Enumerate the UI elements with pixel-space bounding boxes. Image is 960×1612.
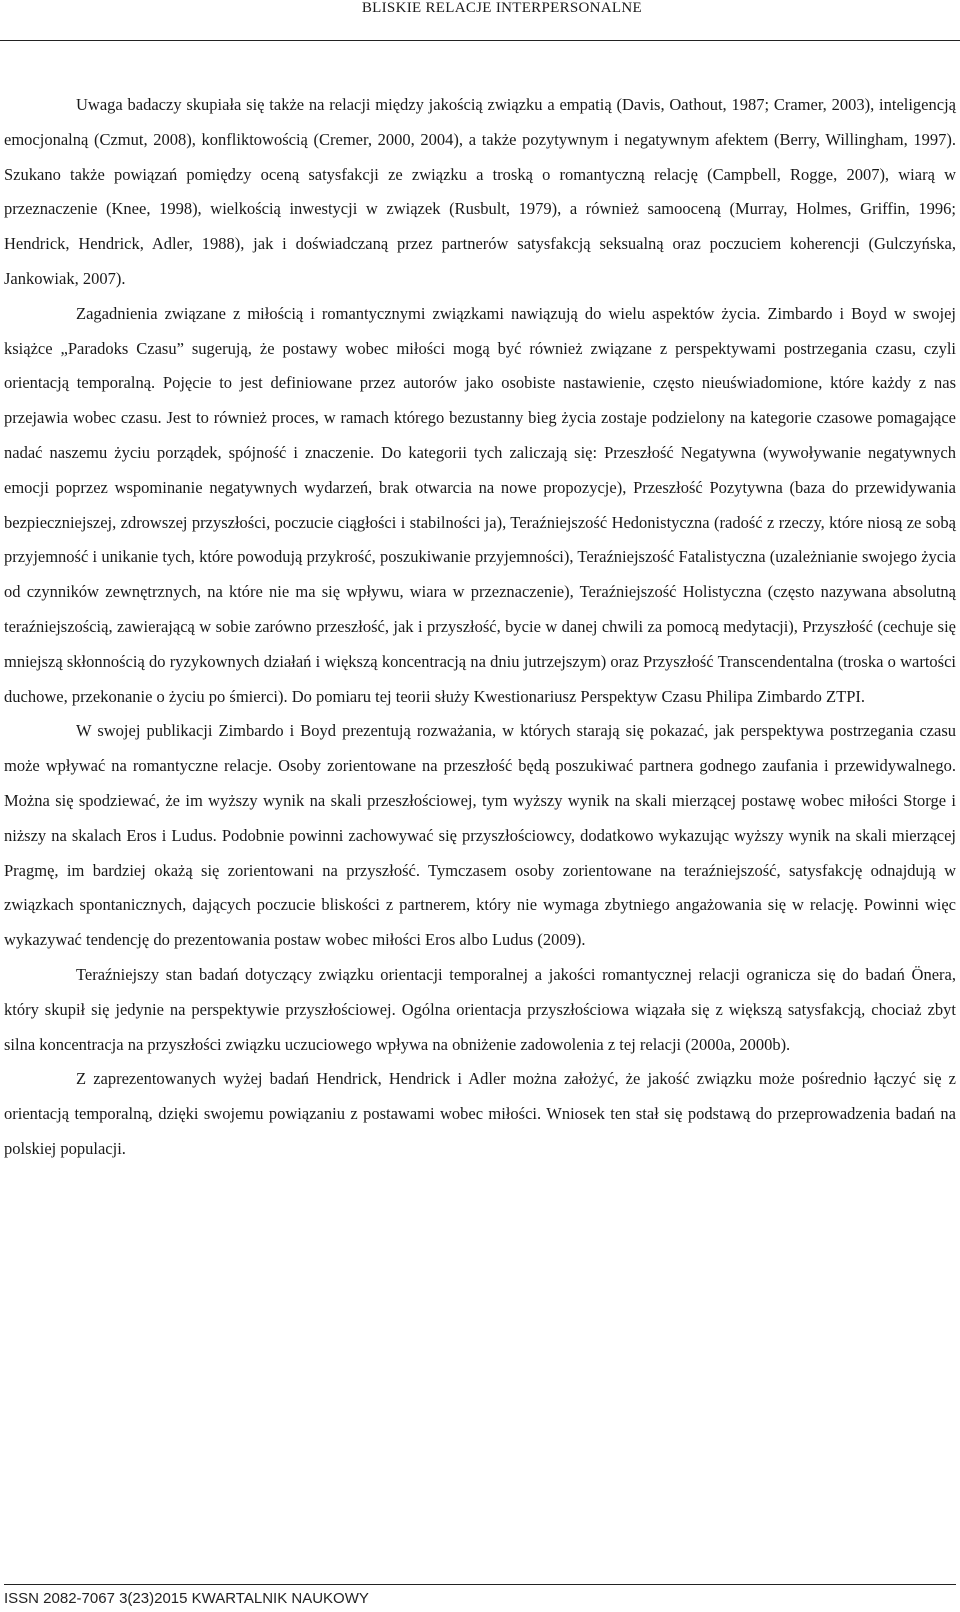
paragraph-current-research: Teraźniejszy stan badań dotyczący związku orientacji temporalnej a jakości romantycznej relacji ogranicza się do badań Önera, który skupił się jedynie na perspektywie przyszłościowej. Ogólna orientacja przyszłościowa wiązała się z większą satysfakcją, chociaż zbyt silna koncentracja na przyszłości związku uczuciowego wpływa na obniżenie zadowolenia z tej relacji (2000a, 2000b). (4, 964, 956, 1054)
paragraph-time-perspectives: Zagadnienia związane z miłością i romantycznymi związkami nawiązują do wielu aspektów życia. Zimbardo i Boyd w swojej książce „Paradoks Czasu” sugerują, że postawy wobec miłości mogą być również związane z perspektywami postrzegania czasu, czyli orientacją temporalną. Pojęcie to jest definiowane przez autorów jako osobiste nastawienie, często nieuświadomione, które każdy z nas przejawia wobec czasu. Jest to również proces, w ramach którego bezustanny bieg życia zostaje podzielony na kategorie czasowe pomagające nadać naszemu życiu porządek, spójność i znaczenie. Do kategorii tych zaliczają się: Przeszłość Negatywna (wywoływanie negatywnych emocji poprzez wspominanie negatywnych wydarzeń, brak otwarcia na nowe propozycje), Przeszłość Pozytywna (baza do przewidywania bezpieczniejszej, zdrowszej przyszłości, poczucie ciągłości i stabilności ja), Teraźniejszość Hedonistyczna (radość z rzeczy, które niosą ze sobą przyjemność i unikanie tych, które powodują przykrość, poszukiwanie przyjemności), Teraźniejszość Fatalistyczna (uzależnianie swojego życia od czynników zewnętrznych, na które nie ma się wpływu, wiara w przeznaczenie), Teraźniejszość Holistyczna (często nazywana absolutną teraźniejszością, zawierającą w sobie zarówno przeszłość, jak i przyszłość, bycie w danej chwili za pomocą medytacji), Przyszłość (cechuje się mniejszą skłonnością do ryzykownych działań i większą koncentracją na dniu jutrzejszym) oraz Przyszłość Transcendentalna (troska o wartości duchowe, przekonanie o życiu po śmierci). Do pomiaru tej teorii służy Kwestionariusz Perspektyw Czasu Philipa Zimbardo ZTPI. (4, 303, 956, 706)
footer-issn: ISSN 2082-7067 3(23)2015 KWARTALNIK NAUKOWY (4, 1590, 369, 1607)
paragraph-conclusion: Z zaprezentowanych wyżej badań Hendrick, Hendrick i Adler można założyć, że jakość związku może pośrednio łączyć się z orientacją temporalną, dzięki swojemu powiązaniu z postawami wobec miłości. Wniosek ten stał się podstawą do przeprowadzenia badań na polskiej populacji. (4, 1069, 956, 1158)
running-footer (4, 1584, 956, 1607)
running-header-title: BLISKIE RELACJE INTERPERSONALNE (361, 0, 642, 16)
article-body (4, 88, 956, 1167)
running-header (0, 0, 960, 41)
paragraph-zimbardo-boyd: W swojej publikacji Zimbardo i Boyd prezentują rozważania, w których starają się pokazać, jak perspektywa postrzegania czasu może wpływać na romantyczne relacje. Osoby zorientowane na przeszłość będą poszukiwać partnera godnego zaufania i przewidywalnego. Można się spodziewać, że im wyższy wynik na skali przeszłościowej, tym wyższy wynik na skali mierzącej postawę wobec miłości Storge i niższy na skalach Eros i Ludus. Podobnie powinni zachowywać się przyszłościowcy, dodatkowo wykazując wyższy wynik na skali mierzącej Pragmę, im bardziej okażą się zorientowani na przyszłość. Tymczasem osoby zorientowane na teraźniejszość, satysfakcję odnajdują w związkach spontanicznych, dających poczucie bliskości z partnerem, który nie wymaga zbytniego angażowania się w relację. Powinni więc wykazywać tendencję do prezentowania postaw wobec miłości Eros albo Ludus (2009). (4, 721, 956, 950)
paragraph-related-research: Uwaga badaczy skupiała się także na relacji między jakością związku a empatią (Davis, Oathout, 1987; Cramer, 2003), inteligencją emocjonalną (Czmut, 2008), konfliktowością (Cremer, 2000, 2004), a także pozytywnym i negatywnym afektem (Berry, Willingham, 1997). Szukano także powiązań pomiędzy oceną satysfakcji ze związku a troską o romantyczną relację (Campbell, Rogge, 2007), wiarą w przeznaczenie (Knee, 1998), wielkością inwestycji w związek (Rusbult, 1979), a również samooceną (Murray, Holmes, Griffin, 1996; Hendrick, Hendrick, Adler, 1988), jak i doświadczaną przez partnerów satysfakcją seksualną oraz poczuciem koherencji (Gulczyńska, Jankowiak, 2007). (4, 95, 956, 288)
